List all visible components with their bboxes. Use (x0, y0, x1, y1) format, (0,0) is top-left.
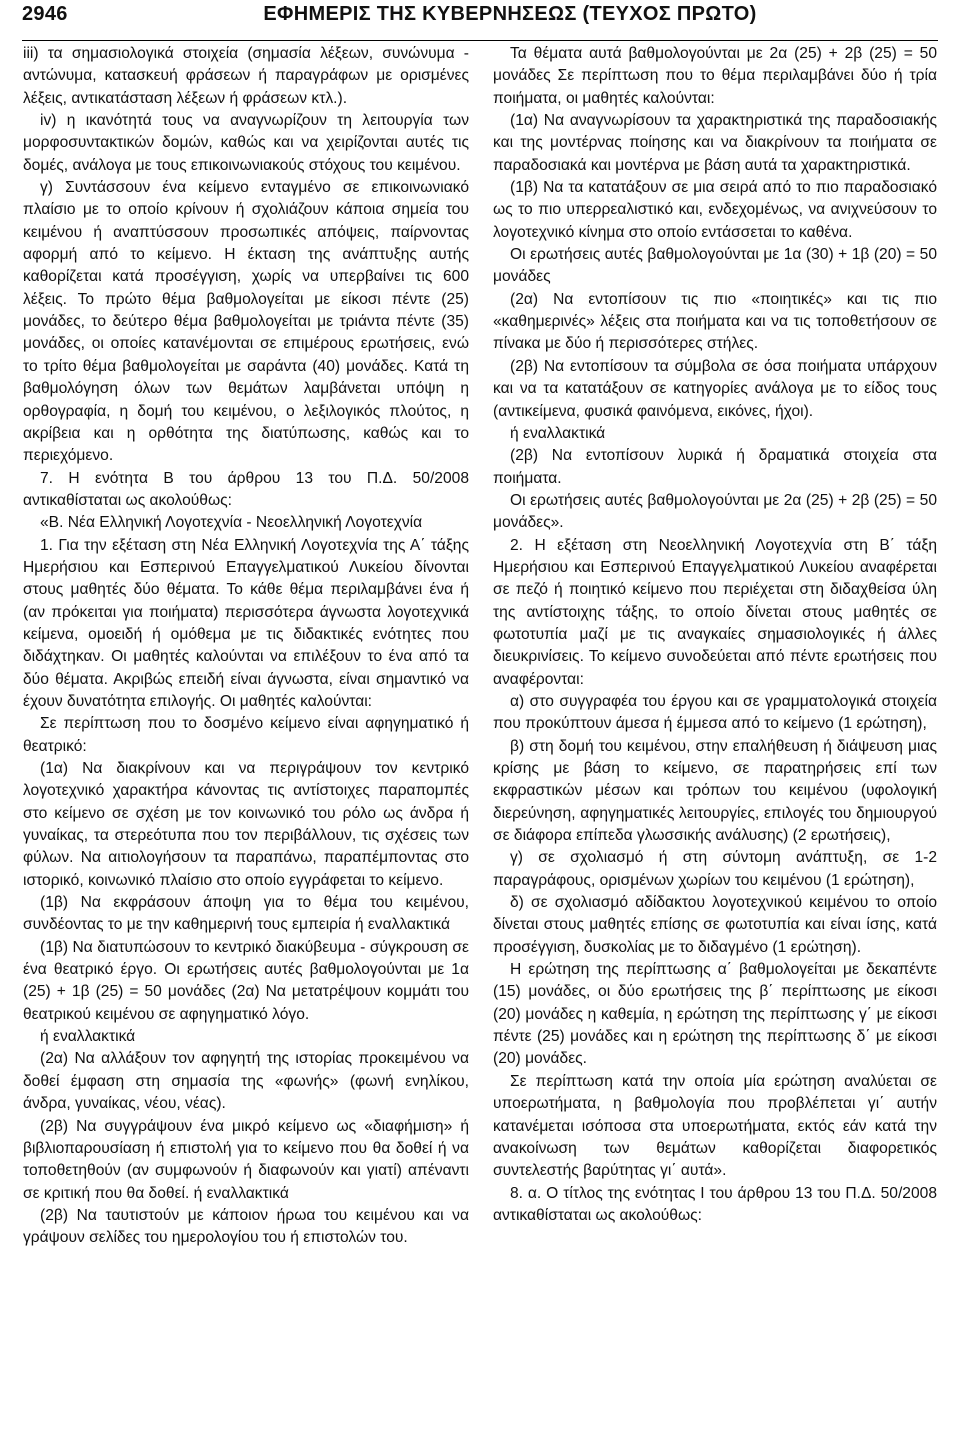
page-number: 2946 (22, 3, 68, 25)
gazette-title: ΕΦΗΜΕΡΙΣ ΤΗΣ ΚΥΒΕΡΝΗΣΕΩΣ (ΤΕΥΧΟΣ ΠΡΩΤΟ) (263, 3, 757, 25)
paragraph: 1. Για την εξέταση στη Νέα Ελληνική Λογοτεχνία της Α΄ τάξης Ημερήσιου και Εσπερινού Επαγγελματικού Λυκείου δίνονται στους μαθητές δύο θέματα. Το κάθε θέμα περιλαμβάνει ένα ή (αν πρόκειται για ποιήματα) περισσότερα άγνωστα λογοτεχνικά κείμενα, ομοειδή ή ομόθεμα με τις διδακτικές ενότητες που διδάχτηκαν. Οι μαθητές καλούνται να επιλέξουν το ένα από τα δύο θέματα. Ακριβώς επειδή είναι άγνωστα, είναι σημαντικό να έχουν δυνατότητα επιλογής. Οι μαθητές καλούνται: (23, 536, 469, 710)
right-column (493, 43, 937, 1227)
paragraph: Οι ερωτήσεις αυτές βαθμολογούνται με 2α (25) + 2β (25) = 50 μονάδες». (493, 491, 937, 532)
paragraph: α) στο συγγραφέα του έργου και σε γραμματολογικά στοιχεία που προκύπτουν άμεσα ή έμμεσα από το κείμενο (1 ερώτηση), (493, 692, 937, 733)
paragraph: (2β) Να συγγράψουν ένα μικρό κείμενο ως «διαφήμιση» ή βιβλιοπαρουσίαση ή επιστολή για το κείμενο που θα δοθεί ή να τοποθετηθούν (αν συμφωνούν ή διαφωνούν και γιατί) απέναντι σε κριτική που θα δοθεί. ή εναλλακτικά (23, 1117, 469, 1202)
paragraph: (2β) Να εντοπίσουν τα σύμβολα σε όσα ποιήματα υπάρχουν και να τα κατατάξουν σε κατηγορίες ανάλογα με το είδος τους (αντικείμενα, φυσικά φαινόμενα, εικόνες, ήχοι). (493, 357, 937, 420)
paragraph: δ) σε σχολιασμό αδίδακτου λογοτεχνικού κειμένου το οποίο δίνεται στους μαθητές επίσης σε φωτοτυπία και είναι ίσης, κατά προσέγγιση, δυσκολίας με το διδαγμένο (1 ερώτηση). (493, 894, 937, 956)
paragraph: (2β) Να εντοπίσουν λυρικά ή δραματικά στοιχεία στα ποιήματα. (493, 447, 937, 487)
page-header (22, 0, 938, 41)
paragraph: (1β) Να διατυπώσουν το κεντρικό διακύβευμα - σύγκρουση σε ένα θεατρικό έργο. Οι ερωτήσεις αυτές βαθμολογούνται με 1α (25) + 1β (25) = 50 μονάδες (2α) Να μετατρέψουν κομμάτι του θεατρικού κειμένου σε αφηγηματικό λόγο. (23, 938, 469, 1023)
paragraph: 8. α. Ο τίτλος της ενότητας Ι του άρθρου 13 του Π.Δ. 50/2008 αντικαθίσταται ως ακολούθως: (493, 1184, 937, 1224)
paragraph: iv) η ικανότητά τους να αναγνωρίζουν τη λειτουργία των μορφοσυντακτικών δομών, καθώς και να χειρίζονται αυτές τις δομές, ανάλογα με τους επικοινωνιακούς στόχους του κειμένου. (23, 112, 469, 174)
paragraph: (1α) Να διακρίνουν και να περιγράψουν τον κεντρικό λογοτεχνικό χαρακτήρα κάνοντας τις αντίστοιχες παραπομπές στο κείμενο σε σχέση με τον κοινωνικό του ρόλο ως άνδρα ή γυναίκας, τα στερεότυπα που τον περιβάλλουν, τις σχέσεις των φύλων. Να αιτιολογήσουν τα παραπάνω, παραπέμποντας στο ιστορικό, κοινωνικό πλαίσιο στο οποίο εγγράφεται το κείμενο. (23, 760, 469, 889)
paragraph: (1β) Να εκφράσουν άποψη για το θέμα του κειμένου, συνδέοντας το με την καθημερινή τους εμπειρία ή εναλλακτικά (23, 894, 469, 934)
left-column (23, 43, 469, 1250)
paragraph: γ) Συντάσσουν ένα κείμενο ενταγμένο σε επικοινωνιακό πλαίσιο με το οποίο κρίνουν ή σχολιάζουν κάποια σημεία του κειμένου ή αναπτύσσουν προσωπικές απόψεις, παίρνοντας αφορμή από το κείμενο. Η έκταση της ανάπτυξης αυτής καθορίζεται κατά προσέγγιση, χωρίς να υπερβαίνει τις 600 λέξεις. Το πρώτο θέμα βαθμολογείται με είκοσι πέντε (25) μονάδες, το δεύτερο θέμα βαθμολογείται με τριάντα πέντε (35) μονάδες, οι οποίες κατανέμονται σε επιμέρους ερωτήσεις, ενώ το τρίτο θέμα βαθμολογείται με σαράντα (40) μονάδες. Κατά τη βαθμολόγηση όλων των θεμάτων λαμβάνεται υπόψη η ορθογραφία, η δομή του κειμένου, ο λεξιλογικός πλούτος, η ακρίβεια και η ορθότητα της διατύπωσης, καθώς και το περιεχόμενο. (23, 179, 469, 465)
paragraph: Τα θέματα αυτά βαθμολογούνται με 2α (25) + 2β (25) = 50 μονάδες Σε περίπτωση που το θέμα περιλαμβάνει δύο ή τρία ποιήματα, οι μαθητές καλούνται: (493, 45, 937, 107)
paragraph: 2. Η εξέταση στη Νεοελληνική Λογοτεχνία στη Β΄ τάξη Ημερήσιου και Εσπερινού Επαγγελματικού Λυκείου αναφέρεται σε πεζό ή ποιητικό κείμενο που περιέχεται στη διδαχθείσα ύλη της αντίστοιχης τάξης, το οποίο δίνεται στους μαθητές σε φωτοτυπία μαζί με τις αναγκαίες σημασιολογικές ή άλλες διευκρινίσεις. Το κείμενο συνοδεύεται από πέντε ερωτήσεις που αναφέρονται: (493, 536, 937, 688)
paragraph: (2α) Να εντοπίσουν τις πιο «ποιητικές» και τις πιο «καθημερινές» λέξεις στα ποιήματα και να τις τοποθετήσουν σε πίνακα με δύο ή περισσότερες στήλες. (493, 290, 937, 353)
section-heading: «Β. Νέα Ελληνική Λογοτεχνία - Νεοελληνική Λογοτεχνία (40, 514, 423, 532)
paragraph: ή εναλλακτικά (510, 424, 606, 442)
paragraph: ή εναλλακτικά (40, 1028, 136, 1046)
paragraph: Σε περίπτωση κατά την οποία μία ερώτηση αναλύεται σε υποερωτήματα, η βαθμολογία που προβλέπεται γι΄ αυτήν κατανέμεται ισόποσα στα υποερωτήματα, εκτός εάν κατά την ανακοίνωση των θεμάτων καθορίζεται διαφορετικός συντελεστής βαρύτητας γι΄ αυτά». (493, 1072, 937, 1180)
paragraph: Η ερώτηση της περίπτωσης α΄ βαθμολογείται με δεκαπέντε (15) μονάδες, οι δύο ερωτήσεις της β΄ περίπτωσης με είκοσι (20) μονάδες η καθεμία, η ερώτηση της περίπτωσης γ΄ με είκοσι πέντε (25) μονάδες και η ερώτηση της περίπτωσης δ΄ με είκοσι (20) μονάδες. (493, 961, 937, 1068)
paragraph: (1β) Να τα κατατάξουν σε μια σειρά από το πιο παραδοσιακό ως το πιο υπερρεαλιστικό και, ενδεχομένως, να ανιχνεύσουν το λογοτεχνικό κίνημα στο οποίο εντάσσεται το καθένα. (493, 179, 937, 241)
paragraph: Σε περίπτωση που το δοσμένο κείμενο είναι αφηγηματικό ή θεατρικό: (23, 715, 469, 755)
paragraph: β) στη δομή του κειμένου, στην επαλήθευση ή διάψευση μιας κρίσης με βάση το κείμενο, σε παρατηρήσεις επί των εκφραστικών μέσων και τρόπων του κειμένου (υφολογική διερεύνηση, αφηγηματικές λειτουργίες, επιλογές του δημιουργού σε διάφορα επίπεδα γλωσσικής ανάλυσης) (2 ερωτήσεις), (493, 737, 937, 845)
paragraph: Οι ερωτήσεις αυτές βαθμολογούνται με 1α (30) + 1β (20) = 50 μονάδες (493, 246, 937, 286)
paragraph: (2α) Να αλλάξουν τον αφηγητή της ιστορίας προκειμένου να δοθεί έμφαση στη σημασία της «φωνής» (φωνή ενηλίκου, άνδρα, γυναίκας, νέου, νέας). (23, 1050, 469, 1113)
paragraph: iii) τα σημασιολογικά στοιχεία (σημασία λέξεων, συνώνυμα - αντώνυμα, κατασκευή φράσεων ή παραγράφων με ορισμένες λέξεις, αντικατάσταση λέξεων ή φράσεων κτλ.). (23, 45, 469, 107)
paragraph: γ) σε σχολιασμό ή στη σύντομη ανάπτυξη, σε 1-2 παραγράφους, ορισμένων χωρίων του κειμένου (1 ερώτηση), (493, 849, 937, 889)
paragraph: (2β) Να ταυτιστούν με κάποιον ήρωα του κειμένου και να γράψουν σελίδες του ημερολογίου του ή επιστολών του. (23, 1206, 469, 1247)
paragraph: 7. Η ενότητα Β του άρθρου 13 του Π.Δ. 50/2008 αντικαθίσταται ως ακολούθως: (23, 469, 469, 509)
paragraph: (1α) Να αναγνωρίσουν τα χαρακτηριστικά της παραδοσιακής και της μοντέρνας ποίησης και να διακρίνουν τα ποιήματα σε παραδοσιακά και μοντέρνα με βάση αυτά τα χαρακτηριστικά. (493, 112, 937, 174)
